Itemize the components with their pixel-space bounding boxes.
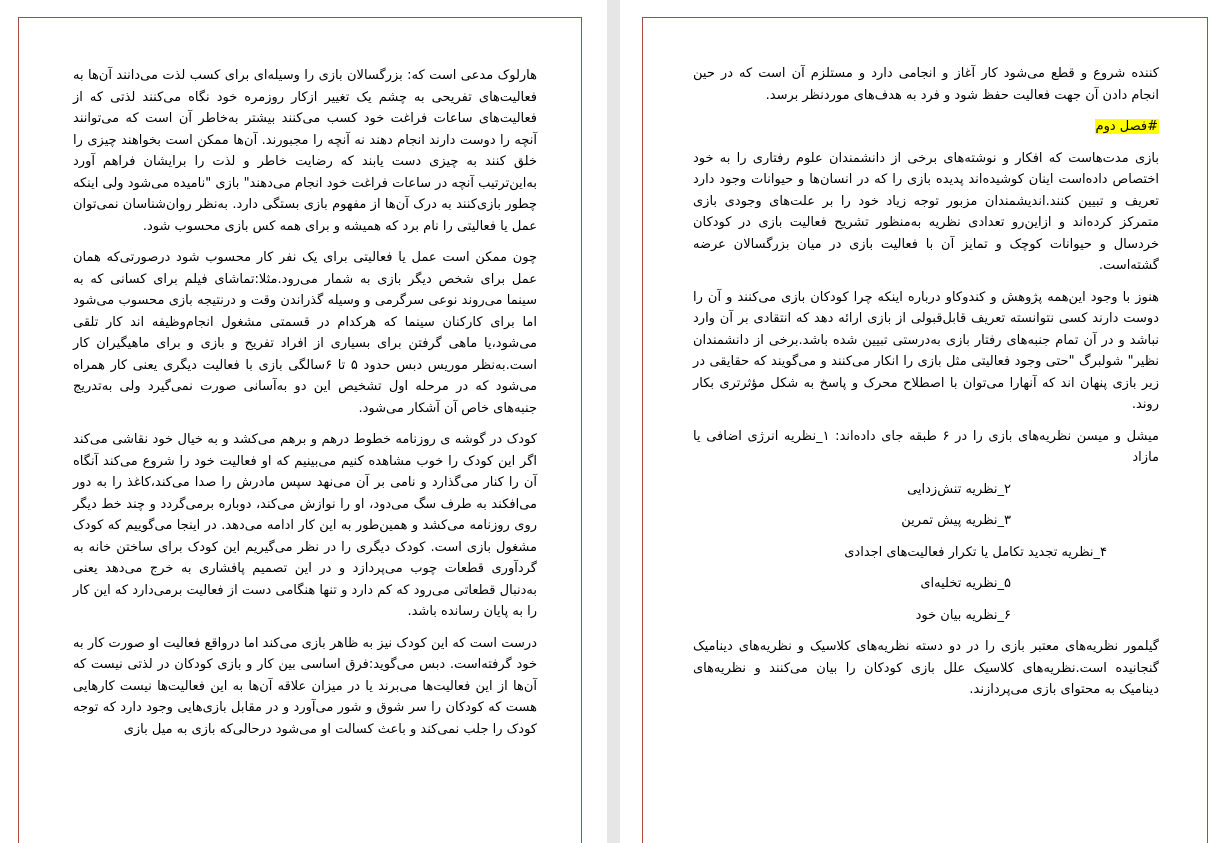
document-page-left	[18, 17, 582, 843]
paragraph: میشل و میسن نظریه‌های بازی را در ۶ طبقه جای داده‌اند: ۱_نظریه انرژی اضافی یا مازاد	[693, 428, 1159, 465]
paragraph: درست است که این کودک نیز به ظاهر بازی می‌کند اما درواقع فعالیت او صورت کار به خود گرفته‌است. دبس می‌گوید:فرق اساسی بین کار و بازی کودکان در لذتی نیست که آن‌ها از این فعالیت‌ها می‌برند یا در میزان علاقه آن‌ها به این فعالیت‌ها نیست کارهایی هست که کودکان را سر شوق و شور می‌آورد و در مقابل بازی‌هایی وجود دارد که توجه کودک را جلب نمی‌کند و باعث کسالت او می‌شود درحالی‌که بازی به میل بازی	[73, 635, 537, 737]
paragraph: کودک در گوشه ی روزنامه خطوط درهم و برهم می‌کشد و به خیال خود نقاشی می‌کند اگر این کودک را خوب مشاهده کنیم می‌بینیم که او فعالیت خود را شروع می‌کند آنگاه آن را کنار می‌گذارد و نامی بر آن می‌نهد سپس مادرش را صدا می‌کند،کاغذ را به دور می‌افکند به طرف سگ می‌دود، او را نوازش می‌کند، دوباره برمی‌گردد و چند خط دیگر روی روزنامه می‌کشد و همین‌طور به این کار ادامه می‌دهد. در اینجا می‌گوییم که کودک مشغول بازی است. کودک دیگری را در نظر می‌گیریم این کودک برای ساختن خانه به گردآوری قطعات چوب می‌پردازد و در این تصمیم پافشاری به خرج می‌دهد یعنی به‌دنبال قطعاتی می‌رود که کم دارد و تنها هنگامی دست از فعالیت برمی‌دارد که این کار را به پایان رسانده باشد.	[73, 432, 537, 619]
paragraph: هنوز با وجود این‌همه پژوهش و کندوکاو درباره اینکه چرا کودکان بازی می‌کنند و آن را دوست دارند کسی نتوانسته تعریف قابل‌قبولی از بازی ارائه دهد که انتقادی بر آن وارد نباشد و در آن تمام جنبه‌های رفتار بازی به‌درستی تبیین شده باشد.برخی از دانشمندان نظیر" شولبرگ "حتی وجود فعالیتی مثل بازی را انکار می‌کنند و می‌گویند که حقایقی در زیر بازی پنهان اند که آنهارا می‌توان با اصطلاح محرک و پاسخ به شکل مؤثرتری بکار روند.	[693, 289, 1159, 412]
list-item: ۶_نظریه بیان خود	[915, 607, 1011, 623]
paragraph: چون ممکن است عمل یا فعالیتی برای یک نفر کار محسوب شود درصورتی‌که همان عمل برای شخص دیگر بازی به شمار می‌رود.مثلا:تماشای فیلم برای کسانی که به سینما می‌روند نوعی سرگرمی و وسیله گذراندن وقت و درنتیجه بازی محسوب می‌شود اما برای کارکنان سینما که هرکدام در قسمتی مشغول انجام‌وظیفه اند کار تلقی می‌شود،یا ماهی گرفتن برای بسیاری از افراد تفریح و بازی و برای ماهیگیران کار است.به‌نظر موریس دبس حدود ۵ تا ۶سالگی بازی با فعالیت دیگری یعنی کار همراه می‌شود که در مرحله اول تشخیص این دو به‌آسانی صورت نمی‌گیرد ولی به‌تدریج جنبه‌های خاص آن آشکار می‌شود.	[73, 250, 537, 416]
paragraph-intro: کننده شروع و قطع می‌شود کار آغاز و انجامی دارد و مستلزم آن است که در حین انجام دادن آن جهت فعالیت حفظ شود و فرد به هدف‌های موردنظر برسد.	[693, 66, 1159, 103]
list-item: ۳_نظریه پیش تمرین	[901, 513, 1011, 528]
page-gutter	[607, 0, 620, 843]
page-body-left	[73, 65, 537, 750]
chapter-heading	[693, 116, 1159, 138]
list-item: ۲_نظریه تنش‌زدایی	[907, 481, 1011, 497]
list-item: ۴_نظریه تجدید تکامل یا تکرار فعالیت‌های اجدادی	[844, 544, 1107, 560]
paragraph-closing: گیلمور نظریه‌های معتبر بازی را در دو دسته نظریه‌های کلاسیک و نظریه‌های دینامیک گنجانیده است.نظریه‌های کلاسیک علل بازی کودکان را بیان می‌کنند و نظریه‌های دینامیک به محتوای بازی می‌پردازند.	[693, 639, 1159, 697]
paragraph: هارلوک مدعی است که: بزرگسالان بازی را وسیله‌ای برای کسب لذت می‌دانند آن‌ها به فعالیت‌های تفریحی به چشم یک تغییر ازکار روزمره خود نگاه می‌کنند لذتی که از فعالیت‌های ساعات فراغت خود کسب می‌کنند بیشتر به‌خاطر آن است که می‌توانند آنچه را دوست دارند انجام دهند نه آنچه را مجبورند. آن‌ها ممکن است بخواهند چیزی را خلق کنند به چیزی دست یابند که رضایت خاطر و لذت را برایشان فراهم آورد به‌این‌ترتیب آنچه در ساعات فراغت خود انجام می‌دهند" بازی "نامیده می‌شود ولی اینکه چطور بازی‌کنند به درک آن‌ها از مفهوم بازی بستگی دارد. به‌نظر روان‌شناسان نمی‌توان عمل یا فعالیتی را نام برد که همیشه و برای همه کس بازی محسوب شود.	[73, 68, 537, 234]
list-item: ۵_نظریه تخلیه‌ای	[920, 576, 1011, 591]
chapter-heading-text: #فصل دوم	[1095, 119, 1158, 134]
page-body-right	[693, 63, 1159, 711]
paragraph: بازی مدت‌هاست که افکار و نوشته‌های برخی از دانشمندان علوم رفتاری را به خود اختصاص داده‌است اینان کوشیده‌اند پدیده بازی را که در انسان‌ها و حیوانات وجود دارد تعریف و تبیین کنند.اندیشمندان مزبور توجه زیاد خود را بر علت‌های وجودی بازی متمرکز کرده‌اند و ازاین‌رو تعدادی نظریه به‌منظور تشریح فعالیت بازی در کودکان خردسال و حیوانات کوچک و تمایز آن با فعالیت بازی در میان بزرگسالان عرضه گشته‌است.	[693, 150, 1159, 273]
document-page-right	[642, 17, 1208, 843]
